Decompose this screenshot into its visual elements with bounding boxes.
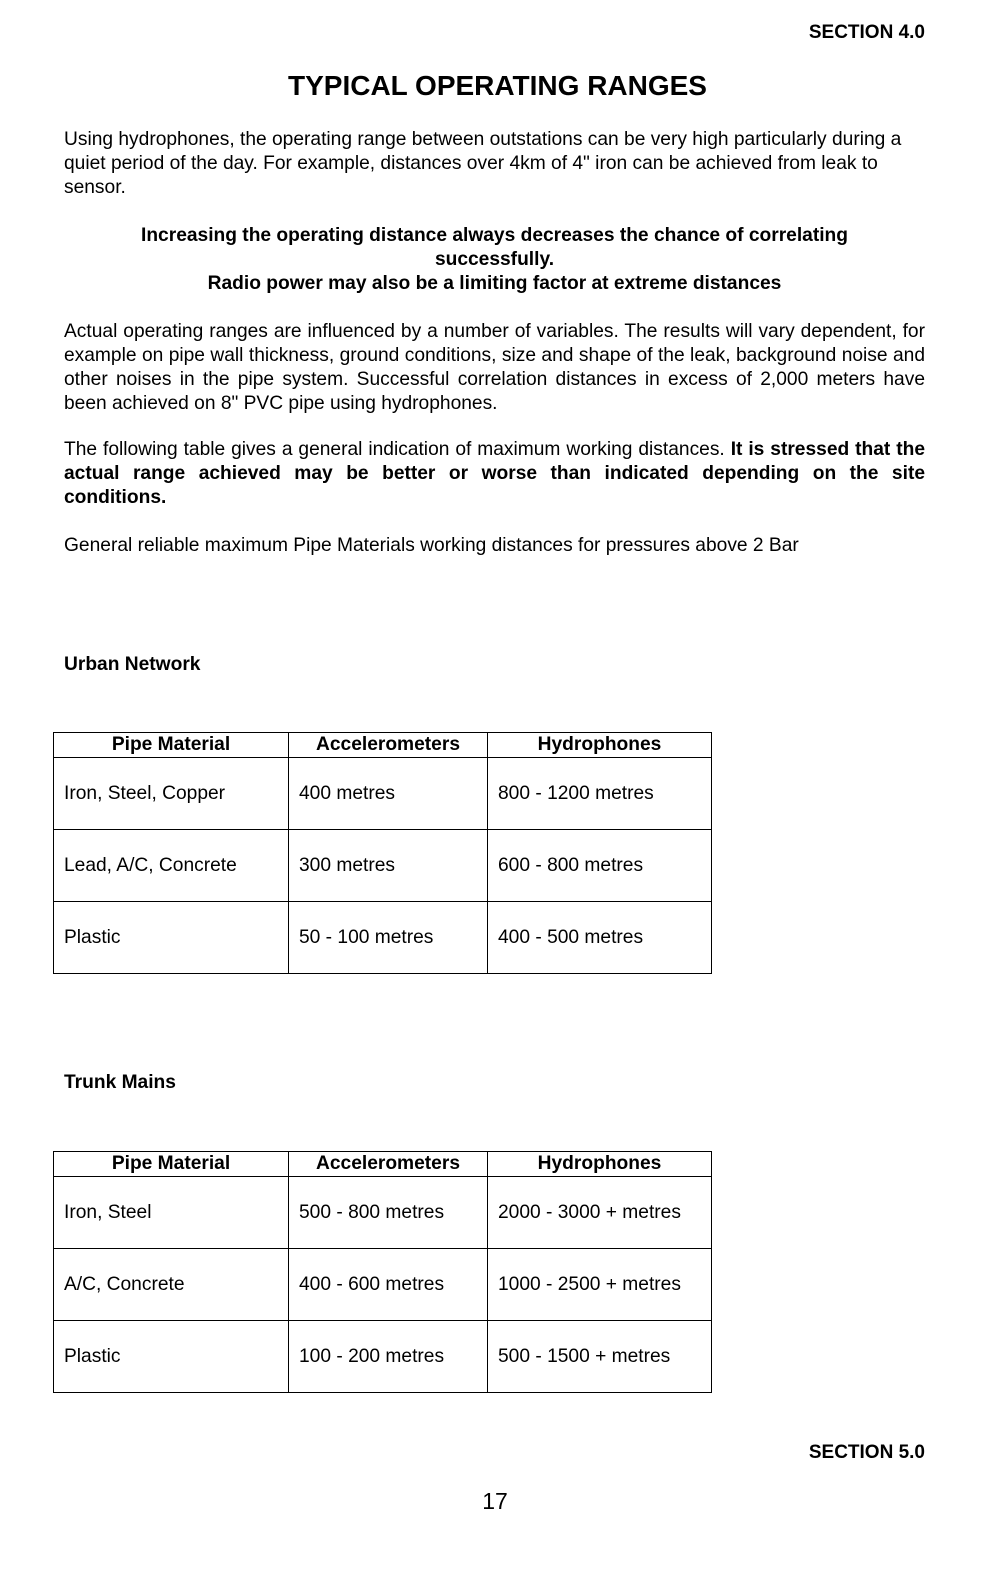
table-intro-text: The following table gives a general indication of maximum working distances.	[64, 439, 731, 460]
table-cell: 1000 - 2500 + metres	[488, 1249, 712, 1321]
table-intro-emphasis: It is stressed that the actual range achieved may be better or worse than indicated depending on the site conditions.	[64, 439, 926, 508]
table-cell: Lead, A/C, Concrete	[54, 830, 289, 902]
table-intro-paragraph	[64, 438, 925, 510]
page-number: 17	[482, 1488, 508, 1514]
table-cell: Plastic	[54, 1321, 289, 1393]
section-label: SECTION 4.0	[808, 22, 925, 43]
table-cell: 600 - 800 metres	[488, 830, 712, 902]
next-section-label: SECTION 5.0	[808, 1442, 925, 1463]
table-cell: 500 - 800 metres	[289, 1177, 488, 1249]
column-header: Hydrophones	[488, 733, 712, 758]
trunk-mains-heading: Trunk Mains	[64, 1072, 176, 1093]
table-cell: 500 - 1500 + metres	[488, 1321, 712, 1393]
column-header: Pipe Material	[54, 733, 289, 758]
intro-paragraph: Using hydrophones, the operating range between outstations can be very high particularly during a quiet period of the day. For example, distances over 4km of 4" iron can be achieved from leak to sensor.	[64, 129, 902, 198]
table-cell: 400 metres	[289, 758, 488, 830]
column-header: Accelerometers	[289, 1152, 488, 1177]
column-header: Accelerometers	[289, 733, 488, 758]
table-cell: 800 - 1200 metres	[488, 758, 712, 830]
table-cell: 50 - 100 metres	[289, 902, 488, 974]
table-cell: 2000 - 3000 + metres	[488, 1177, 712, 1249]
column-header: Hydrophones	[488, 1152, 712, 1177]
table-row	[54, 758, 712, 830]
warning-line-2: Radio power may also be a limiting factor at extreme distances	[207, 273, 782, 294]
variables-paragraph: Actual operating ranges are influenced by a number of variables. The results will vary dependent, for example on pipe wall thickness, ground conditions, size and shape of the leak, background noise and other noises in the pipe system. Successful correlation distances in excess of 2,000 meters have been achieved on 8" PVC pipe using hydrophones.	[64, 321, 925, 414]
table-header-row	[54, 733, 712, 758]
table-cell: 400 - 500 metres	[488, 902, 712, 974]
trunk-mains-table	[53, 1151, 712, 1393]
warning-block	[64, 224, 925, 296]
urban-network-heading: Urban Network	[64, 654, 201, 675]
table-cell: 100 - 200 metres	[289, 1321, 488, 1393]
page-title: TYPICAL OPERATING RANGES	[287, 70, 707, 101]
table-cell: 400 - 600 metres	[289, 1249, 488, 1321]
table-row	[54, 902, 712, 974]
table-cell: Iron, Steel	[54, 1177, 289, 1249]
table-cell: Plastic	[54, 902, 289, 974]
warning-line-1: Increasing the operating distance always decreases the chance of correlating successfully.	[141, 225, 848, 270]
table-header-row	[54, 1152, 712, 1177]
column-header: Pipe Material	[54, 1152, 289, 1177]
table-cell: A/C, Concrete	[54, 1249, 289, 1321]
table-cell: 300 metres	[289, 830, 488, 902]
table-row	[54, 1177, 712, 1249]
table-cell: Iron, Steel, Copper	[54, 758, 289, 830]
urban-network-table	[53, 732, 712, 974]
table-row	[54, 1249, 712, 1321]
table-row	[54, 1321, 712, 1393]
table-row	[54, 830, 712, 902]
general-paragraph: General reliable maximum Pipe Materials working distances for pressures above 2 Bar	[64, 535, 799, 556]
